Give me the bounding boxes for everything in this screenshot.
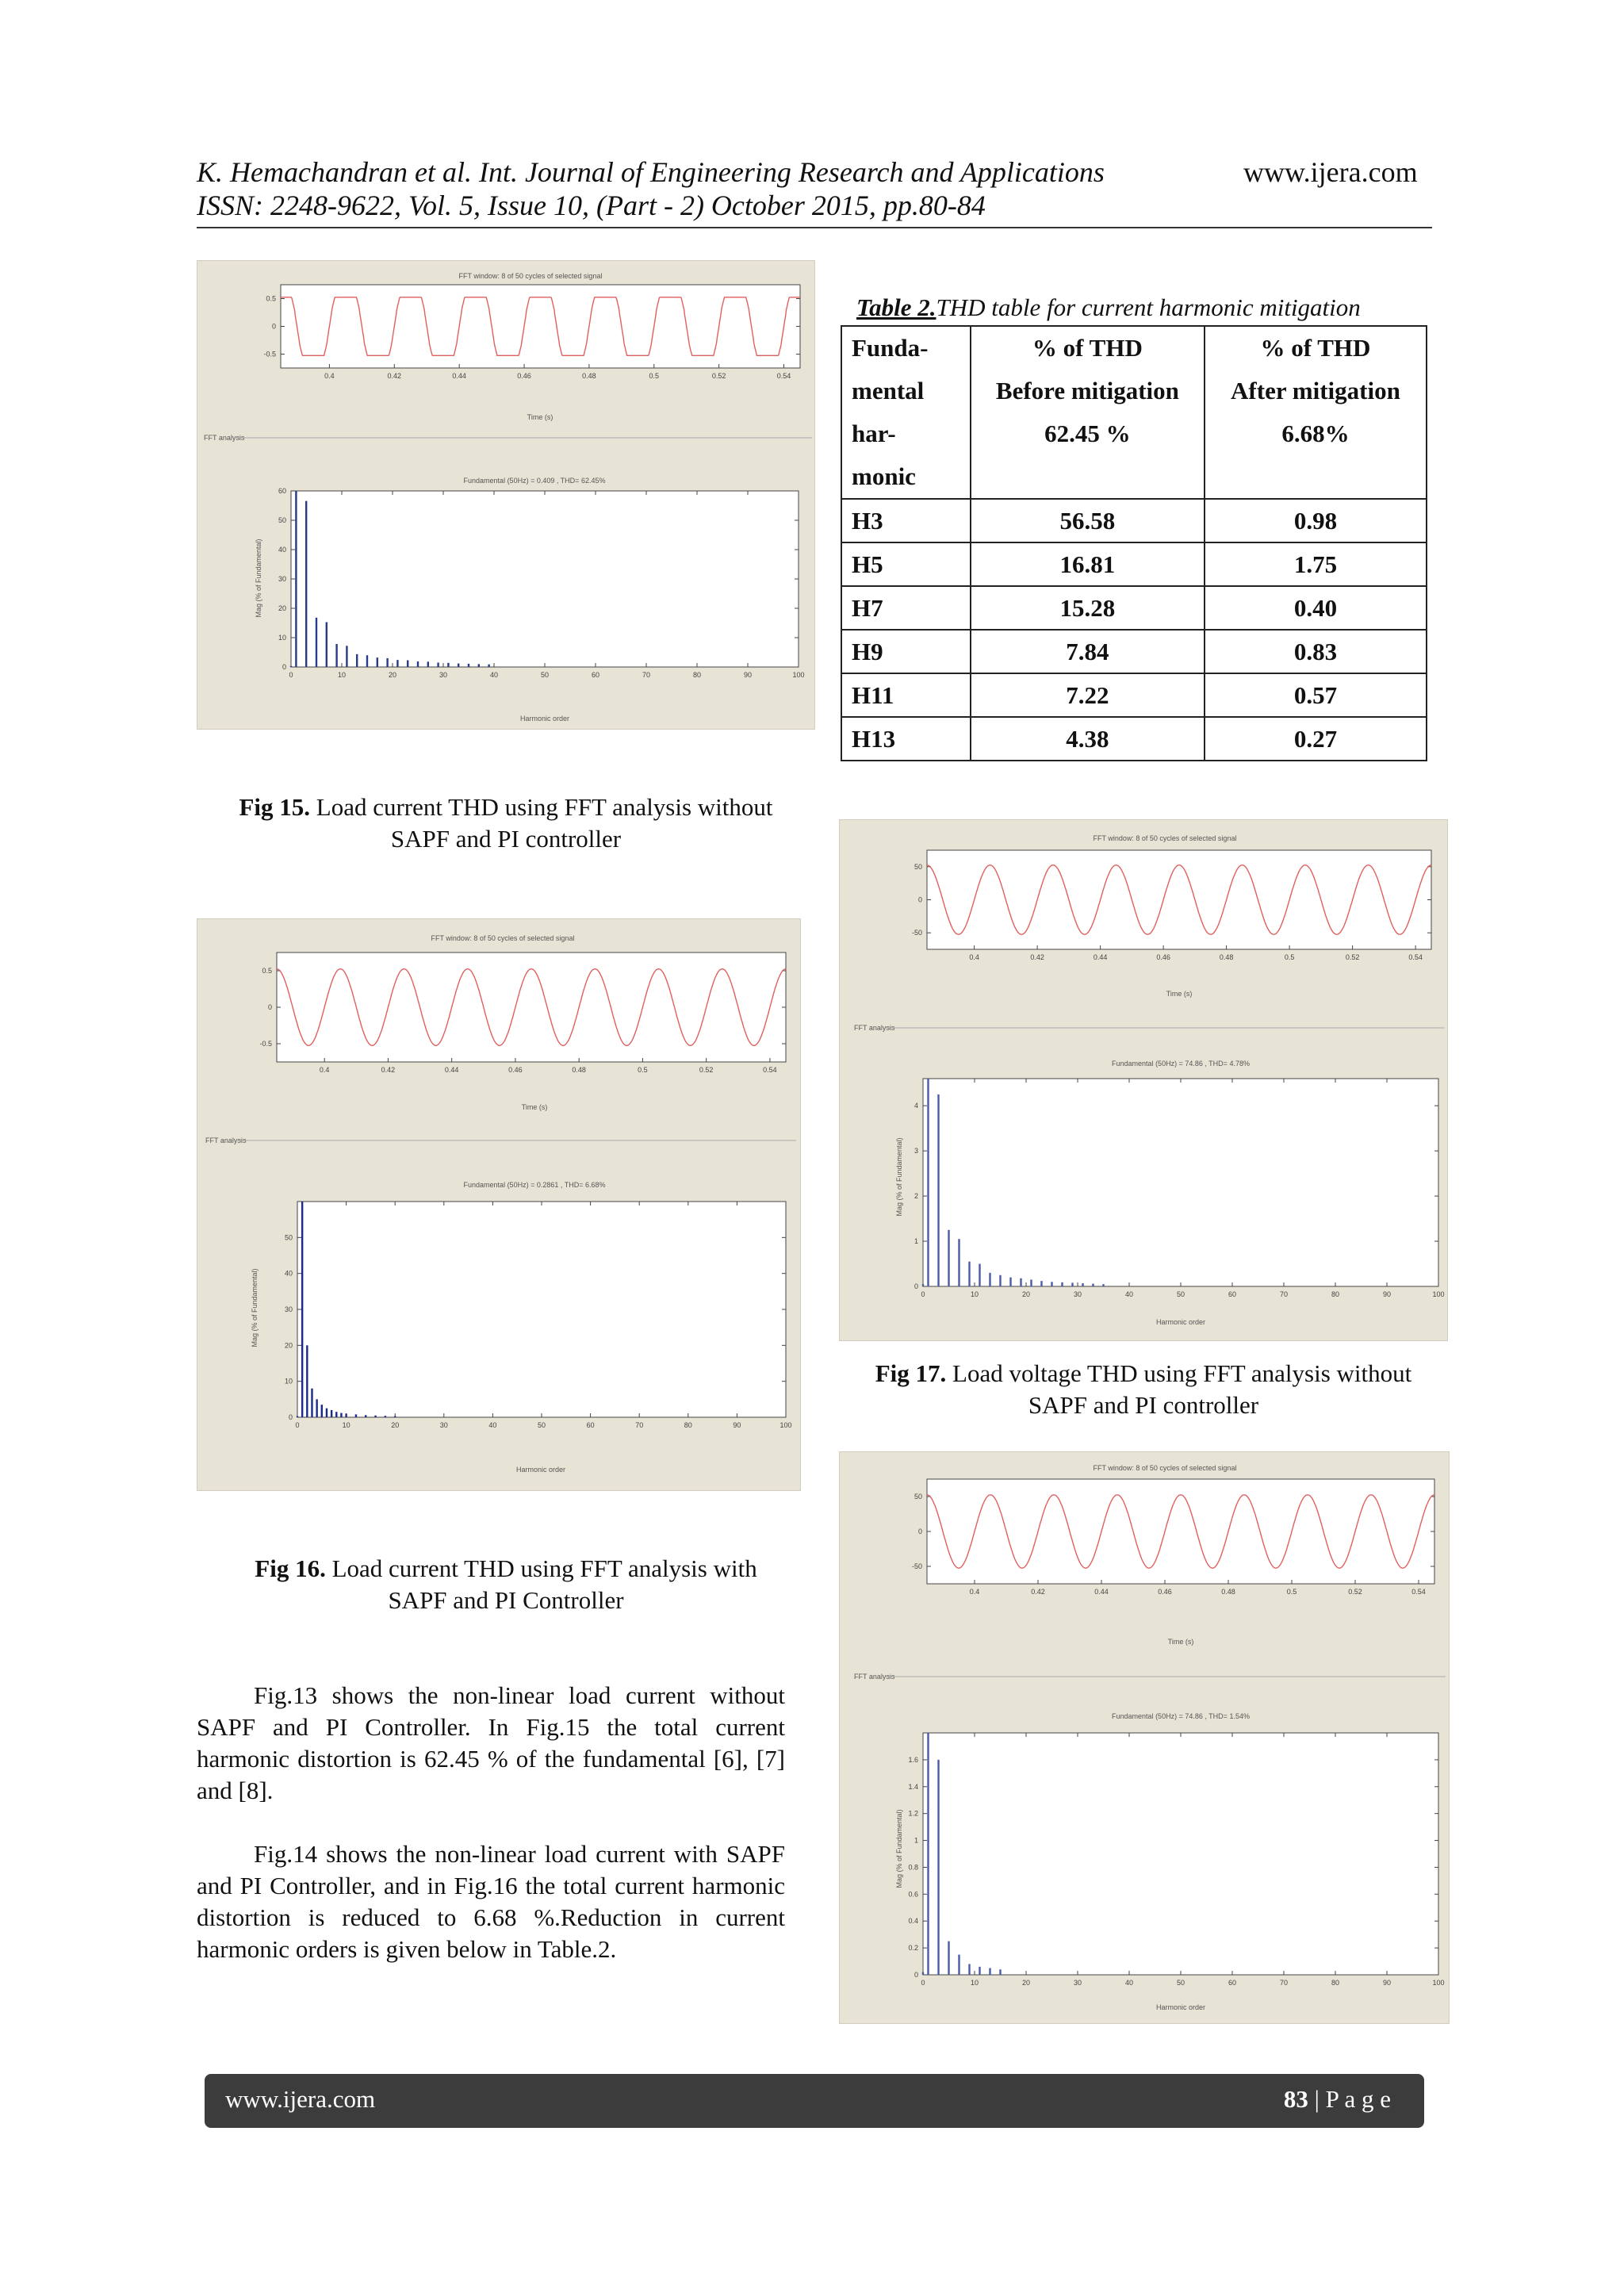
x-tick-label: 90	[743, 671, 753, 679]
y-tick-label: 0.8	[908, 1863, 918, 1872]
x-tick-label: 0.44	[1093, 953, 1108, 961]
harmonic-bar	[331, 1410, 332, 1417]
x-tick-label: 40	[489, 671, 499, 679]
harmonic-bar	[958, 1239, 959, 1286]
y-tick-label: 0	[288, 1413, 293, 1421]
fft-xlabel: Harmonic order	[515, 1466, 566, 1474]
y-tick-label: -0.5	[259, 1040, 272, 1048]
harmonic-bar	[927, 1079, 929, 1286]
y-tick-label: 0.5	[262, 967, 272, 975]
x-tick-label: 10	[970, 1979, 979, 1987]
figure-16-caption	[197, 1553, 815, 1616]
time-axis-label: Time (s)	[521, 1103, 548, 1111]
harmonic-bar	[989, 1273, 990, 1286]
x-tick-label: 0	[921, 1979, 925, 1987]
x-tick-label: 0	[295, 1421, 300, 1429]
harmonic-bar	[922, 1972, 924, 1975]
figure-16	[197, 918, 801, 1491]
plot-area	[297, 1202, 786, 1417]
fft-window-title: FFT window: 8 of 50 cycles of selected signal	[458, 272, 603, 280]
harmonic-bar	[937, 1094, 939, 1286]
fft-ylabel: Mag (% of Fundamental)	[895, 1809, 903, 1888]
plot-area	[923, 1733, 1438, 1975]
x-tick-label: 30	[439, 1421, 448, 1429]
fft-title: Fundamental (50Hz) = 0.409 , THD= 62.45%	[463, 477, 606, 485]
harmonic-bar	[1092, 1284, 1094, 1286]
x-tick-label: 30	[1073, 1979, 1082, 1987]
harmonic-bar	[968, 1964, 970, 1975]
fft-xlabel: Harmonic order	[519, 715, 570, 723]
fft-window-title: FFT window: 8 of 50 cycles of selected signal	[1093, 834, 1237, 842]
harmonic-bar	[305, 501, 307, 667]
x-tick-label: 0.54	[776, 372, 791, 380]
fft-title: Fundamental (50Hz) = 0.2861 , THD= 6.68%	[463, 1181, 606, 1189]
harmonic-bar	[999, 1275, 1001, 1286]
page-footer	[205, 2074, 1424, 2128]
x-tick-label: 0.52	[1348, 1588, 1362, 1596]
fig17-fft-plot	[914, 1079, 1445, 1298]
harmonic-bar	[326, 1409, 327, 1417]
x-tick-label: 50	[540, 671, 550, 679]
x-tick-label: 30	[1073, 1290, 1082, 1298]
y-tick-label: 1	[914, 1237, 918, 1246]
y-tick-label: 50	[278, 516, 286, 524]
x-tick-label: 20	[388, 671, 397, 679]
header-rule	[197, 227, 1432, 228]
x-tick-label: 0.4	[969, 1588, 980, 1596]
harmonic-bar	[458, 664, 459, 667]
plot-area	[291, 491, 799, 667]
figure-15-label: Fig 15.	[239, 793, 311, 821]
figure-15-caption	[197, 792, 815, 855]
fft-xlabel: Harmonic order	[1155, 2003, 1206, 2011]
fig17-wave-plot	[912, 850, 1431, 961]
harmonic-bar	[1082, 1283, 1083, 1286]
y-tick-label: 0.4	[908, 1917, 918, 1926]
body-paragraph-2: Fig.14 shows the non-linear load current with SAPF and PI Controller, and in Fig.16 the total current harmonic distortion is reduced to 6.68 %.Reduction in current harmonic orders is given below in Table.2.	[197, 1840, 785, 1963]
table-2-caption	[856, 293, 1361, 322]
y-tick-label: 0	[914, 1282, 918, 1290]
time-axis-label: Time (s)	[1166, 990, 1193, 998]
fft-title: Fundamental (50Hz) = 74.86 , THD= 1.54%	[1112, 1712, 1250, 1720]
x-tick-label: 50	[537, 1421, 546, 1429]
y-tick-label: 40	[284, 1269, 293, 1278]
x-tick-label: 0.4	[319, 1066, 330, 1074]
x-tick-label: 100	[792, 671, 805, 679]
x-tick-label: 80	[1331, 1290, 1340, 1298]
running-header-site[interactable]: www.ijera.com	[1243, 156, 1418, 188]
y-tick-label: 1.2	[908, 1809, 918, 1818]
table-header-after: % of THD After mitigation 6.68%	[1205, 326, 1427, 499]
x-tick-label: 0.44	[452, 372, 466, 380]
y-tick-label: 20	[284, 1341, 293, 1350]
harmonic-bar	[311, 1389, 312, 1417]
body-paragraph-1: Fig.13 shows the non-linear load current without SAPF and PI Controller. In Fig.15 the total current harmonic distortion is 62.45 % of the fundamental [6], [7] and [8].	[197, 1681, 785, 1804]
fig18-wave-plot	[912, 1479, 1434, 1596]
table-header-before: % of THD Before mitigation 62.45 %	[971, 326, 1205, 499]
x-tick-label: 0.48	[582, 372, 596, 380]
x-tick-label: 0.48	[1219, 953, 1234, 961]
y-tick-label: 50	[914, 1493, 922, 1501]
table-header-harmonic: Funda- mental har- monic	[841, 326, 971, 499]
x-tick-label: 0.48	[1221, 1588, 1235, 1596]
x-tick-label: 90	[1382, 1290, 1392, 1298]
harmonic-bar	[1040, 1281, 1042, 1286]
x-tick-label: 0.48	[572, 1066, 586, 1074]
table-row: H9 7.84 0.83	[841, 630, 1427, 673]
x-tick-label: 70	[635, 1421, 644, 1429]
x-tick-label: 20	[1021, 1290, 1031, 1298]
x-tick-label: 40	[1124, 1979, 1134, 1987]
harmonic-bar	[316, 618, 317, 667]
fig16-fft-plot	[285, 1202, 792, 1429]
harmonic-bar	[346, 646, 347, 667]
y-tick-label: 0	[271, 322, 276, 331]
plot-area	[923, 1079, 1438, 1286]
figure-16-label: Fig 16.	[255, 1554, 326, 1582]
harmonic-bar	[437, 662, 439, 667]
x-tick-label: 70	[1279, 1979, 1289, 1987]
harmonic-bar	[366, 655, 368, 667]
x-tick-label: 10	[337, 671, 347, 679]
harmonic-bar	[374, 1416, 376, 1417]
harmonic-bar	[290, 666, 292, 667]
x-tick-label: 90	[1382, 1979, 1392, 1987]
harmonic-bar	[365, 1415, 366, 1417]
y-tick-label: 60	[278, 487, 286, 495]
y-tick-label: 50	[284, 1233, 293, 1242]
x-tick-label: 0.42	[381, 1066, 396, 1074]
harmonic-bar	[468, 664, 469, 667]
x-tick-label: 60	[591, 671, 600, 679]
running-header-citation: K. Hemachandran et al. Int. Journal of Engineering Research and Applications	[197, 156, 1105, 188]
x-tick-label: 0.44	[444, 1066, 459, 1074]
harmonic-bar	[948, 1230, 949, 1286]
x-tick-label: 40	[488, 1421, 497, 1429]
harmonic-bar	[394, 1416, 396, 1417]
harmonic-bar	[427, 661, 429, 667]
x-tick-label: 0.52	[699, 1066, 714, 1074]
figure-15-caption-line2: SAPF and PI controller	[390, 825, 622, 853]
figure-17-label: Fig 17.	[875, 1359, 947, 1387]
fft-ylabel: Mag (% of Fundamental)	[251, 1268, 259, 1347]
figure-17-svg	[840, 820, 1447, 1340]
harmonic-bar	[927, 1733, 929, 1975]
x-tick-label: 10	[342, 1421, 350, 1429]
x-tick-label: 0.5	[638, 1066, 648, 1074]
x-tick-label: 0	[289, 671, 293, 679]
harmonic-bar	[396, 660, 398, 667]
figure-17	[839, 819, 1448, 1341]
fig18-fft-plot	[908, 1733, 1444, 1987]
y-tick-label: 4	[914, 1102, 918, 1110]
y-tick-label: 0	[914, 1971, 918, 1979]
x-tick-label: 0.5	[1284, 953, 1295, 961]
harmonic-bar	[1061, 1282, 1063, 1286]
fft-ylabel: Mag (% of Fundamental)	[255, 539, 262, 618]
x-tick-label: 0.46	[1156, 953, 1170, 961]
x-tick-label: 70	[1279, 1290, 1289, 1298]
fft-analysis-label: FFT analysis	[854, 1024, 895, 1032]
x-tick-label: 50	[1176, 1979, 1185, 1987]
x-tick-label: 30	[439, 671, 448, 679]
harmonic-bar	[1051, 1282, 1052, 1286]
x-tick-label: 80	[684, 1421, 692, 1429]
x-tick-label: 0.4	[969, 953, 979, 961]
figure-15	[197, 260, 815, 730]
harmonic-bar	[335, 644, 337, 667]
harmonic-bar	[340, 1413, 342, 1417]
fft-title: Fundamental (50Hz) = 74.86 , THD= 4.78%	[1112, 1060, 1250, 1068]
fft-analysis-label: FFT analysis	[204, 434, 245, 442]
y-tick-label: 0	[917, 1527, 922, 1535]
y-tick-label: 10	[278, 634, 286, 642]
figure-17-caption-line2: SAPF and PI controller	[1028, 1391, 1259, 1419]
x-tick-label: 0.5	[649, 372, 660, 380]
y-tick-label: 30	[284, 1305, 293, 1313]
figure-15-caption-line1: Load current THD using FFT analysis without	[316, 793, 773, 821]
x-tick-label: 0.42	[1030, 953, 1044, 961]
table-row: H5 16.81 1.75	[841, 542, 1427, 586]
harmonic-bar	[301, 1202, 303, 1417]
y-tick-label: 3	[914, 1147, 918, 1156]
x-tick-label: 0.54	[1411, 1588, 1426, 1596]
y-tick-label: 0	[282, 663, 286, 671]
y-tick-label: 1	[914, 1836, 918, 1845]
harmonic-bar	[989, 1968, 990, 1975]
harmonic-bar	[377, 657, 378, 667]
time-axis-label: Time (s)	[1167, 1638, 1194, 1646]
running-header-issn: ISSN: 2248-9622, Vol. 5, Issue 10, (Part - 2) October 2015, pp.80-84	[197, 190, 986, 221]
x-tick-label: 40	[1124, 1290, 1134, 1298]
y-tick-label: 0.6	[908, 1890, 918, 1899]
y-tick-label: 1.4	[908, 1782, 918, 1791]
figure-18-svg	[840, 1452, 1449, 2023]
harmonic-bar	[417, 661, 419, 667]
x-tick-label: 60	[586, 1421, 595, 1429]
x-tick-label: 50	[1176, 1290, 1185, 1298]
harmonic-bar	[968, 1262, 970, 1286]
x-tick-label: 0.44	[1094, 1588, 1109, 1596]
x-tick-label: 0.46	[508, 1066, 523, 1074]
x-tick-label: 100	[1432, 1979, 1445, 1987]
x-tick-label: 60	[1228, 1290, 1237, 1298]
x-tick-label: 60	[1228, 1979, 1237, 1987]
x-tick-label: 0.52	[1345, 953, 1360, 961]
x-tick-label: 100	[1432, 1290, 1445, 1298]
y-tick-label: -50	[911, 1562, 922, 1570]
harmonic-bar	[345, 1413, 347, 1417]
harmonic-bar	[948, 1941, 949, 1975]
figure-15-svg	[197, 261, 814, 729]
fft-ylabel: Mag (% of Fundamental)	[895, 1137, 903, 1217]
y-tick-label: -0.5	[263, 350, 276, 358]
fig16-wave-plot	[259, 953, 786, 1074]
fft-window-title: FFT window: 8 of 50 cycles of selected signal	[431, 934, 575, 942]
x-tick-label: 70	[642, 671, 651, 679]
fft-analysis-label: FFT analysis	[205, 1137, 247, 1144]
figure-18	[839, 1451, 1450, 2024]
harmonic-bar	[979, 1264, 980, 1286]
table-2-caption-text: THD table for current harmonic mitigation	[936, 293, 1361, 321]
harmonic-bar	[295, 491, 297, 667]
harmonic-bar	[316, 1399, 317, 1417]
x-tick-label: 80	[692, 671, 702, 679]
x-tick-label: 0.42	[387, 372, 402, 380]
table-2-label: Table 2.	[856, 293, 936, 321]
y-tick-label: 0.5	[266, 294, 276, 303]
fig15-fft-plot	[278, 487, 805, 679]
table-header-row	[841, 326, 1427, 499]
harmonic-bar	[407, 660, 408, 667]
x-tick-label: 0.46	[1158, 1588, 1172, 1596]
harmonic-bar	[999, 1969, 1001, 1975]
x-tick-label: 0.52	[711, 372, 726, 380]
y-tick-label: -50	[911, 929, 922, 937]
table-row: H7 15.28 0.40	[841, 586, 1427, 630]
figure-17-caption-line1: Load voltage THD using FFT analysis without	[952, 1359, 1412, 1387]
figure-16-caption-line2: SAPF and PI Controller	[388, 1586, 624, 1614]
x-tick-label: 90	[733, 1421, 741, 1429]
y-tick-label: 40	[278, 546, 286, 554]
harmonic-bar	[488, 665, 489, 667]
x-tick-label: 0	[921, 1290, 925, 1298]
y-tick-label: 20	[278, 604, 286, 612]
harmonic-bar	[385, 1416, 386, 1417]
harmonic-bar	[937, 1760, 939, 1975]
y-tick-label: 0	[917, 895, 922, 904]
harmonic-bar	[478, 664, 480, 667]
y-tick-label: 1.6	[908, 1755, 918, 1764]
x-tick-label: 0.46	[517, 372, 531, 380]
time-axis-label: Time (s)	[527, 413, 553, 421]
x-tick-label: 80	[1331, 1979, 1340, 1987]
harmonic-bar	[335, 1412, 337, 1417]
harmonic-bar	[306, 1345, 308, 1417]
footer-page-number: 83 | P a g e	[1283, 2085, 1391, 2113]
harmonic-bar	[326, 622, 327, 667]
x-tick-label: 10	[970, 1290, 979, 1298]
figure-17-caption	[839, 1358, 1448, 1421]
thd-table	[841, 325, 1427, 761]
figure-16-caption-line1: Load current THD using FFT analysis with	[331, 1554, 757, 1582]
harmonic-bar	[447, 663, 449, 667]
fig15-wave-plot	[263, 285, 800, 380]
x-tick-label: 0.42	[1031, 1588, 1045, 1596]
figure-16-svg	[197, 919, 800, 1490]
footer-site-link[interactable]: www.ijera.com	[225, 2085, 376, 2113]
harmonic-bar	[1071, 1282, 1073, 1286]
harmonic-bar	[922, 1284, 924, 1286]
harmonic-bar	[1030, 1279, 1032, 1286]
y-tick-label: 50	[914, 862, 922, 871]
y-tick-label: 0.2	[908, 1944, 918, 1953]
table-row: H13 4.38 0.27	[841, 717, 1427, 761]
fft-xlabel: Harmonic order	[1155, 1318, 1206, 1326]
harmonic-bar	[321, 1405, 323, 1417]
harmonic-bar	[297, 1416, 298, 1417]
y-tick-label: 0	[267, 1003, 272, 1011]
harmonic-bar	[1020, 1278, 1021, 1286]
harmonic-bar	[356, 654, 358, 667]
x-tick-label: 0.5	[1286, 1588, 1297, 1596]
harmonic-bar	[355, 1414, 357, 1417]
harmonic-bar	[979, 1967, 980, 1975]
x-tick-label: 100	[779, 1421, 792, 1429]
table-row: H11 7.22 0.57	[841, 673, 1427, 717]
fft-analysis-label: FFT analysis	[854, 1673, 895, 1681]
y-tick-label: 30	[278, 575, 286, 583]
harmonic-bar	[958, 1955, 959, 1975]
x-tick-label: 20	[1021, 1979, 1031, 1987]
table-row: H3 56.58 0.98	[841, 499, 1427, 542]
x-tick-label: 0.54	[763, 1066, 777, 1074]
x-tick-label: 20	[391, 1421, 400, 1429]
harmonic-bar	[386, 658, 388, 667]
harmonic-bar	[1009, 1278, 1011, 1286]
y-tick-label: 10	[284, 1377, 293, 1386]
x-tick-label: 0.54	[1408, 953, 1423, 961]
harmonic-bar	[1102, 1284, 1104, 1286]
x-tick-label: 0.4	[324, 372, 335, 380]
y-tick-label: 2	[914, 1192, 918, 1201]
fft-window-title: FFT window: 8 of 50 cycles of selected signal	[1093, 1464, 1237, 1472]
